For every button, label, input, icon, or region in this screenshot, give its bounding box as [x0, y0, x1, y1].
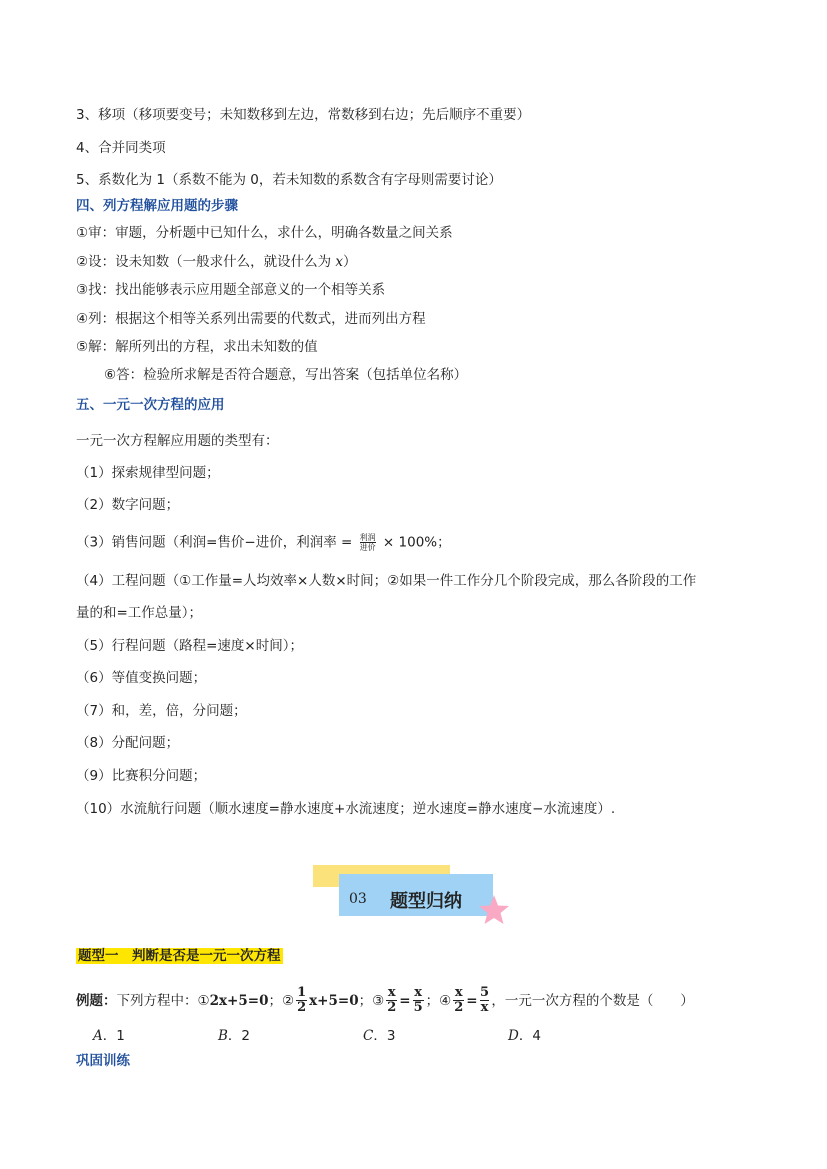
section-4-title: 四、列方程解应用题的步骤 [76, 198, 238, 214]
section-5-item-8: （8）分配问题； [76, 735, 180, 751]
section-5-item-10: （10）水流航行问题（顺水速度=静水速度+水流速度；逆水速度=静水速度−水流速度）. [76, 801, 616, 817]
section-4-item-6: ⑥答：检验所求解是否符合题意，写出答案（包括单位名称） [104, 367, 468, 383]
equation-4-left: $\frac{x}{2}$ [454, 985, 464, 1015]
section-5-item-9: （9）比赛积分问题； [76, 768, 207, 784]
step-5: 5、系数化为 1（系数不能为 0，若未知数的系数含有字母则需要讨论） [76, 172, 502, 188]
option-a: A．1 [93, 1028, 125, 1044]
section-4-item-1: ①审：审题，分析题中已知什么，求什么，明确各数量之间关系 [76, 225, 453, 241]
equation-3-left: $\frac{x}{2}$ [387, 985, 397, 1015]
section-5-intro: 一元一次方程解应用题的类型有： [76, 433, 279, 449]
section-4-item-3: ③找：找出能够表示应用题全部意义的一个相等关系 [76, 282, 386, 298]
example-line: 例题： 下列方程中： ① 2x+5=0 ； ② $\frac{1}{2}$ x+5=0 ； ③ $\frac{x}{2}$ = $\frac{x}{5}$ ； ④ $\frac{x}{2}$ = $\frac{5}{x}$ ，一元一次方程的个数是（ ） [76, 985, 694, 1015]
option-b: B．2 [218, 1028, 251, 1044]
type-1-label: 题型一 判断是否是一元一次方程 [78, 948, 281, 964]
profit-rate-fraction: $\frac{\text{利润}}{\text{进价}}$ [359, 533, 376, 552]
section-5-item-4: （4）工程问题（①工作量=人均效率×人数×时间；②如果一件工作分几个阶段完成，那么各阶段的工作 [76, 573, 697, 589]
equation-1: 2x+5=0 [209, 992, 269, 1009]
section-4-item-5: ⑤解：解所列出的方程，求出未知数的值 [76, 339, 318, 355]
section-4-item-2: ②设：设未知数（一般求什么，就设什么为 x） [76, 254, 357, 270]
example-label: 例题： [76, 992, 117, 1009]
banner-number: 03 [349, 891, 367, 907]
section-5-item-6: （6）等值变换问题； [76, 670, 207, 686]
section-5-item-3: （3）销售问题（利润=售价−进价，利润率 = $\frac{\text{利润}}{\text{进价}}$ × 100%； [76, 533, 451, 552]
section-4-item-4: ④列：根据这个相等关系列出需要的代数式，进而列出方程 [76, 311, 426, 327]
practice-heading: 巩固训练 [76, 1053, 130, 1069]
section-5-item-4-cont: 量的和=工作总量）； [76, 605, 203, 621]
section-5-item-7: （7）和，差，倍，分问题； [76, 703, 247, 719]
step-3: 3、移项（移项要变号；未知数移到左边，常数移到右边；先后顺序不重要） [76, 107, 531, 123]
equation-2-fraction: $\frac{1}{2}$ [297, 985, 307, 1015]
equation-3-right: $\frac{x}{5}$ [413, 985, 423, 1015]
equation-2: x+5=0 [309, 992, 359, 1009]
step-4: 4、合并同类项 [76, 140, 166, 156]
option-c: C．3 [363, 1028, 396, 1044]
option-d: D．4 [508, 1028, 541, 1044]
section-5-title: 五、一元一次方程的应用 [76, 397, 225, 413]
banner-title: 题型归纳 [390, 891, 462, 912]
section-5-item-1: （1）探索规律型问题； [76, 465, 220, 481]
section-5-item-5: （5）行程问题（路程=速度×时间）； [76, 638, 303, 654]
star-icon [478, 894, 510, 926]
section-5-item-2: （2）数字问题； [76, 497, 180, 513]
equation-4-right: $\frac{5}{x}$ [479, 985, 489, 1015]
question-text: ，一元一次方程的个数是（ ） [491, 992, 694, 1009]
